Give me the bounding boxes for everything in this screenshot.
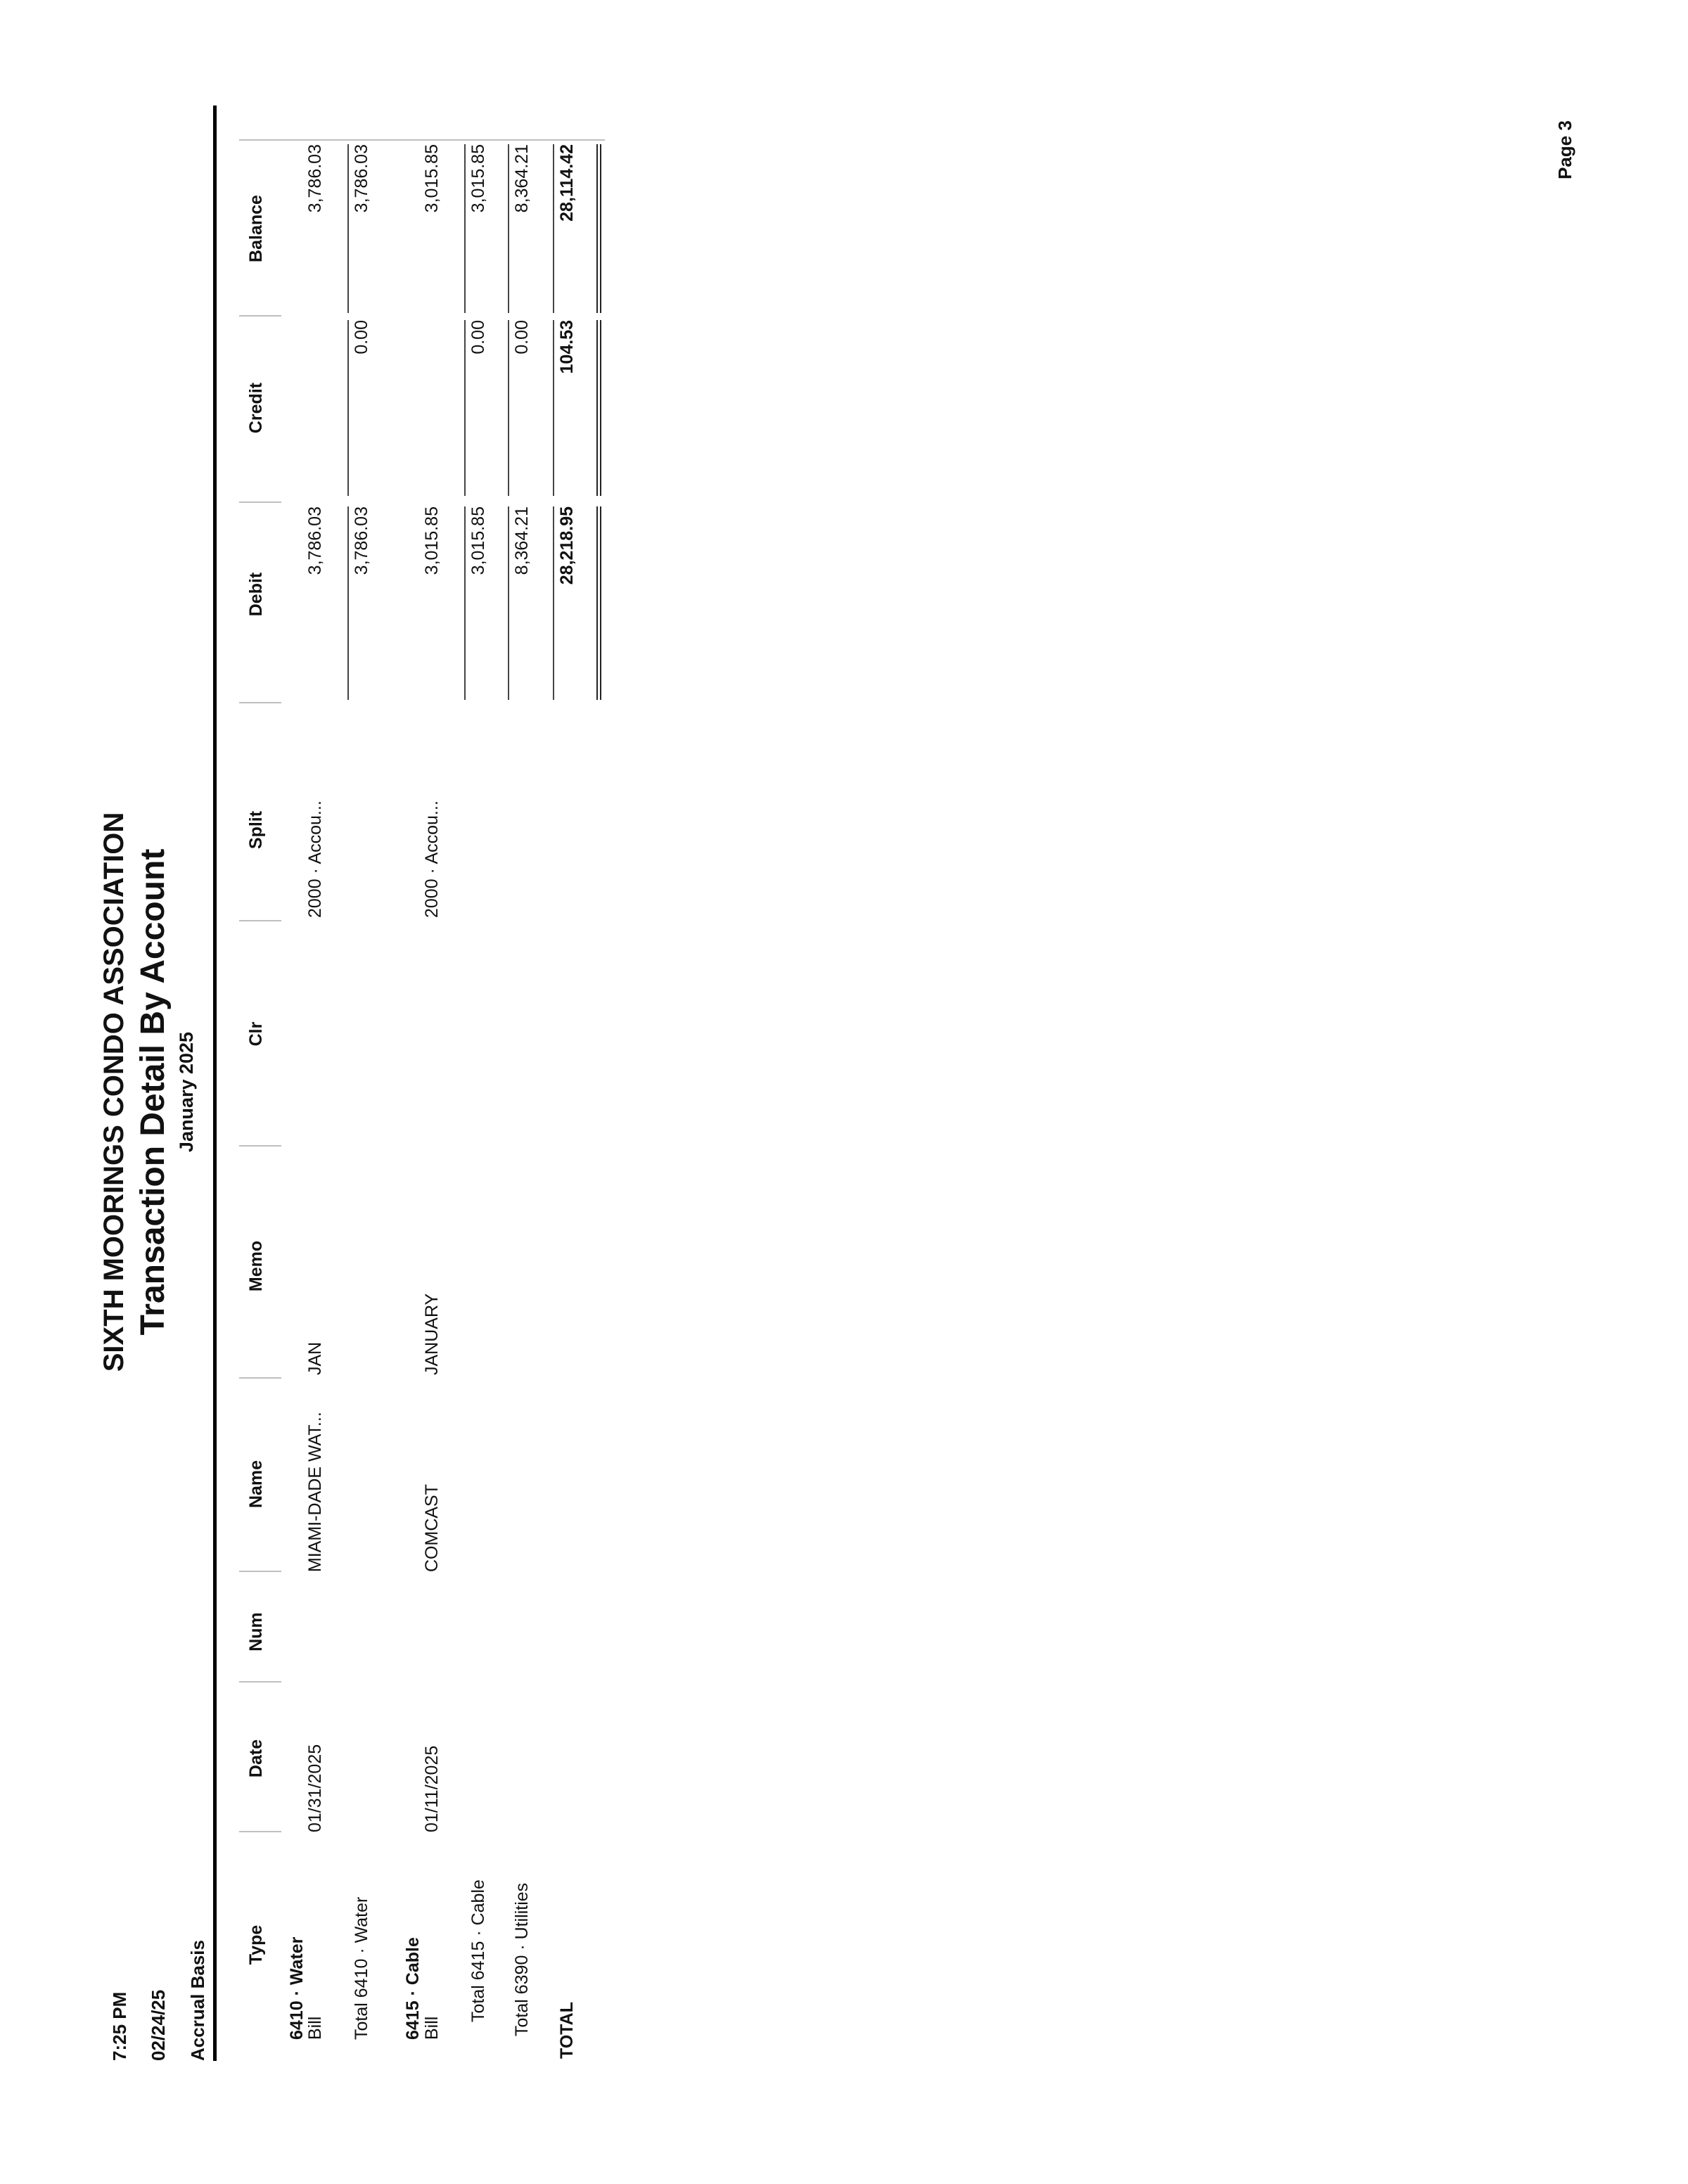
- subtotal-underline: [464, 144, 466, 313]
- grand-total-double-underline: [596, 144, 601, 313]
- account-heading: 6415 · Cable: [403, 1937, 423, 2040]
- column-separator: [239, 502, 281, 503]
- column-separator: [239, 702, 281, 703]
- row-split: 2000 · Accou...: [422, 800, 442, 918]
- subtotal-underline: [347, 144, 349, 313]
- report-basis: Accrual Basis: [187, 1940, 208, 2061]
- grand-total-credit: 104.53: [557, 320, 577, 374]
- grand-total-label: TOTAL: [557, 2001, 577, 2059]
- grand-total-overline: [553, 320, 554, 496]
- group-total-credit: 0.00: [512, 320, 532, 355]
- col-header-memo: Memo: [246, 1240, 266, 1292]
- col-header-balance: Balance: [246, 195, 266, 262]
- subtotal-underline: [464, 320, 466, 496]
- col-header-clr: Clr: [246, 1021, 266, 1047]
- subtotal-underline: [347, 320, 349, 496]
- row-debit: 3,786.03: [305, 506, 325, 575]
- row-date: 01/11/2025: [422, 1745, 442, 1832]
- group-underline: [508, 506, 509, 700]
- col-header-type: Type: [246, 1924, 266, 1965]
- row-debit: 3,015.85: [422, 506, 442, 575]
- column-separator: [239, 139, 605, 141]
- group-underline: [508, 144, 509, 313]
- account-total-debit: 3,786.03: [352, 506, 371, 575]
- row-memo: JAN: [305, 1341, 325, 1375]
- grand-total-overline: [553, 144, 554, 313]
- column-separator: [239, 315, 281, 317]
- account-total-credit: 0.00: [352, 320, 371, 355]
- row-type: Bill: [422, 2016, 442, 2040]
- group-total-debit: 8,364.21: [512, 506, 532, 575]
- column-separator: [239, 1377, 281, 1379]
- account-total-balance: 3,015.85: [468, 144, 488, 213]
- col-header-debit: Debit: [246, 572, 266, 617]
- column-separator: [239, 1681, 281, 1682]
- col-header-num: Num: [246, 1612, 266, 1652]
- grand-total-double-underline: [596, 320, 601, 496]
- row-date: 01/31/2025: [305, 1744, 325, 1832]
- account-total-credit: 0.00: [468, 320, 488, 355]
- grand-total-balance: 28,114.42: [557, 144, 577, 222]
- col-header-split: Split: [246, 810, 266, 850]
- col-header-name: Name: [246, 1460, 266, 1509]
- row-balance: 3,015.85: [422, 144, 442, 213]
- row-name: COMCAST: [422, 1484, 442, 1572]
- row-balance: 3,786.03: [305, 144, 325, 213]
- row-type: Bill: [305, 2016, 325, 2040]
- group-total-label: Total 6390 · Utilities: [512, 1882, 532, 2036]
- subtotal-underline: [347, 506, 349, 700]
- report-title: Transaction Detail By Account: [134, 848, 172, 1336]
- column-separator: [239, 1571, 281, 1572]
- col-header-date: Date: [246, 1739, 266, 1778]
- column-separator: [239, 1145, 281, 1147]
- column-separator: [239, 920, 281, 921]
- account-total-label: Total 6410 · Water: [352, 1896, 371, 2040]
- row-split: 2000 · Accou...: [305, 800, 325, 918]
- account-total-label: Total 6415 · Cable: [468, 1879, 488, 2022]
- company-name: SIXTH MOORINGS CONDO ASSOCIATION: [98, 812, 129, 1372]
- report-time: 7:25 PM: [109, 1991, 130, 2061]
- header-rule: [213, 106, 217, 2061]
- account-total-balance: 3,786.03: [352, 144, 371, 213]
- subtotal-underline: [464, 506, 466, 700]
- report-date: 02/24/25: [148, 1989, 169, 2061]
- grand-total-overline: [553, 506, 554, 700]
- group-underline: [508, 320, 509, 496]
- page-number: Page 3: [1554, 120, 1575, 179]
- group-total-balance: 8,364.21: [512, 144, 532, 213]
- account-total-debit: 3,015.85: [468, 506, 488, 575]
- grand-total-double-underline: [596, 506, 601, 700]
- row-name: MIAMI-DADE WAT...: [305, 1412, 325, 1572]
- report-period: January 2025: [176, 1031, 197, 1153]
- row-memo: JANUARY: [422, 1293, 442, 1375]
- account-heading: 6410 · Water: [287, 1936, 307, 2040]
- column-separator: [239, 1831, 281, 1832]
- col-header-credit: Credit: [246, 382, 266, 434]
- grand-total-debit: 28,218.95: [557, 506, 577, 585]
